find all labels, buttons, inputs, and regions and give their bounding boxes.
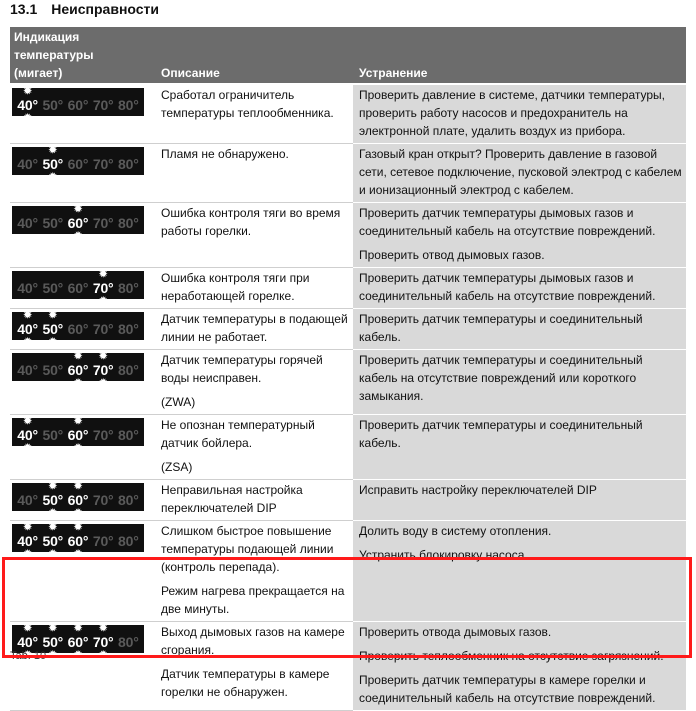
temperature-led-off: 80° — [118, 533, 139, 549]
temperature-display — [12, 147, 144, 175]
temperature-led-blinking: ✹ 60° ✹ — [68, 635, 89, 650]
temperature-led-blinking: ✹ 40° ✹ — [17, 635, 38, 650]
remedy-text: Проверить датчик температуры и соединительный кабель. — [359, 312, 643, 344]
remedy-text: Газовый кран открыт? Проверить давление в газовой сети, сетевое подключение, пусковой электрод с кабелем и ионизационный электрод с кабелем. — [359, 147, 682, 197]
temperature-led-blinking: ✹ 50° ✹ — [42, 157, 63, 172]
remedy-cell — [353, 622, 686, 711]
temperature-display — [12, 483, 144, 511]
description-cell — [157, 415, 353, 480]
remedy-text: Проверить датчик температуры в камере горелки и соединительный кабель на отсутствие повреждений. — [359, 673, 656, 705]
remedy-cell — [353, 309, 686, 350]
header-description: Описание — [157, 27, 353, 85]
description-cell — [157, 350, 353, 415]
remedy-text: Проверить датчик температуры и соединительный кабель на отсутствие повреждений или короткого замыкания. — [359, 353, 643, 403]
temperature-led-blinking: ✹ 50° ✹ — [42, 493, 63, 508]
header-indication-line: температуры — [14, 48, 94, 62]
header-indication — [10, 27, 157, 85]
remedy-cell — [353, 480, 686, 521]
temperature-led-off: 70° — [92, 427, 114, 443]
description-text: Режим нагрева прекращается на две минуты. — [161, 584, 345, 616]
description-text: Датчик температуры в подающей линии не работает. — [161, 312, 348, 344]
temperature-led-blinking: ✹ 50° ✹ — [42, 322, 63, 337]
remedy-text: Устранить блокировку насоса. — [359, 548, 528, 562]
temperature-led-off: 80° — [118, 215, 139, 231]
description-cell — [157, 309, 353, 350]
temperature-led-off: 40° — [17, 362, 38, 378]
indication-cell — [10, 309, 157, 350]
indication-cell — [10, 268, 157, 309]
temperature-led-off: 70° — [92, 215, 114, 231]
description-text: Выход дымовых газов на камере сгорания. — [161, 625, 345, 657]
temperature-display — [12, 353, 144, 381]
temperature-display — [12, 524, 144, 552]
temperature-led-off: 80° — [118, 97, 139, 113]
temperature-led-off: 80° — [118, 362, 139, 378]
indication-cell — [10, 622, 157, 711]
description-cell — [157, 521, 353, 622]
remedy-cell — [353, 144, 686, 203]
temperature-display — [12, 271, 144, 299]
temperature-led-off: 70° — [92, 492, 114, 508]
remedy-text: Проверить теплообменник на отсутствие загрязнений. — [359, 649, 664, 663]
remedy-text: Долить воду в систему отопления. — [359, 524, 552, 538]
remedy-cell — [353, 415, 686, 480]
section-title — [10, 1, 159, 17]
description-cell — [157, 203, 353, 268]
temperature-led-blinking: ✹ 60° ✹ — [68, 216, 89, 231]
temperature-led-off: 80° — [118, 321, 139, 337]
description-text: Сработал ограничитель температуры теплообменника. — [161, 88, 334, 120]
temperature-led-blinking: ✹ 40° ✹ — [17, 98, 38, 113]
description-text: Ошибка контроля тяги при неработающей горелке. — [161, 271, 310, 303]
temperature-led-blinking: ✹ 40° ✹ — [17, 322, 38, 337]
remedy-text: Проверить отвод дымовых газов. — [359, 248, 545, 262]
description-text: Датчик температуры в камере горелки не обнаружен. — [161, 667, 330, 699]
description-text: Датчик температуры горячей воды неисправен. — [161, 353, 323, 385]
remedy-cell — [353, 203, 686, 268]
temperature-display — [12, 88, 144, 116]
temperature-led-off: 50° — [42, 97, 64, 113]
temperature-led-off: 60° — [67, 97, 89, 113]
indication-cell — [10, 415, 157, 480]
remedy-text: Проверить отвода дымовых газов. — [359, 625, 552, 639]
description-text: (ZWA) — [161, 395, 196, 409]
temperature-led-off: 80° — [118, 427, 139, 443]
remedy-text: Исправить настройку переключателей DIP — [359, 483, 597, 497]
temperature-led-blinking: ✹ 50° ✹ — [42, 635, 63, 650]
temperature-led-off: 70° — [92, 321, 114, 337]
temperature-led-blinking: ✹ 70° ✹ — [93, 281, 114, 296]
temperature-led-off: 80° — [118, 492, 139, 508]
temperature-led-blinking: ✹ 60° ✹ — [68, 493, 89, 508]
temperature-led-off: 60° — [67, 321, 89, 337]
temperature-led-blinking: ✹ 60° ✹ — [68, 363, 89, 378]
indication-cell — [10, 85, 157, 144]
temperature-led-off: 60° — [67, 280, 89, 296]
remedy-cell — [353, 85, 686, 144]
fault-table — [10, 27, 686, 711]
header-indication-line: (мигает) — [14, 66, 63, 80]
temperature-display — [12, 206, 144, 234]
temperature-led-off: 40° — [17, 492, 38, 508]
description-text: Ошибка контроля тяги во время работы горелки. — [161, 206, 341, 238]
temperature-led-blinking: ✹ 60° ✹ — [68, 534, 89, 549]
indication-cell — [10, 144, 157, 203]
temperature-led-off: 50° — [42, 362, 64, 378]
description-text: Пламя не обнаружено. — [161, 147, 289, 161]
section-heading: Неисправности — [51, 1, 160, 17]
temperature-led-off: 70° — [92, 533, 114, 549]
remedy-cell — [353, 521, 686, 622]
section-number: 13.1 — [10, 1, 38, 17]
temperature-led-blinking: ✹ 70° ✹ — [93, 635, 114, 650]
description-text: Слишком быстрое повышение температуры подающей линии (контроль перепада). — [161, 524, 334, 574]
table-caption: Tab. 10 — [10, 650, 47, 662]
remedy-text: Проверить датчик температуры и соединительный кабель. — [359, 418, 643, 450]
remedy-cell — [353, 350, 686, 415]
remedy-text: Проверить давление в системе, датчики температуры, проверить работу насосов и предохранитель на электронной плате, удалить воздух из прибора. — [359, 88, 665, 138]
temperature-led-off: 60° — [67, 156, 89, 172]
remedy-text: Проверить датчик температуры дымовых газов и соединительный кабель на отсутствие повреждений. — [359, 271, 656, 303]
remedy-text: Проверить датчик температуры дымовых газов и соединительный кабель на отсутствие повреждений. — [359, 206, 656, 238]
description-cell — [157, 622, 353, 711]
temperature-led-blinking: ✹ 40° ✹ — [17, 534, 38, 549]
remedy-cell — [353, 268, 686, 309]
temperature-led-blinking: ✹ 70° ✹ — [93, 363, 114, 378]
description-text: Неправильная настройка переключателей DIP — [161, 483, 303, 515]
temperature-display — [12, 312, 144, 340]
header-indication-line: Индикация — [14, 30, 80, 44]
indication-cell — [10, 350, 157, 415]
temperature-display — [12, 418, 144, 446]
description-text: Не опознан температурный датчик бойлера. — [161, 418, 315, 450]
temperature-led-blinking: ✹ 40° ✹ — [17, 428, 38, 443]
temperature-led-blinking: ✹ 60° ✹ — [68, 428, 89, 443]
temperature-led-off: 50° — [42, 427, 64, 443]
temperature-led-off: 40° — [17, 156, 38, 172]
temperature-led-off: 80° — [118, 280, 139, 296]
temperature-led-off: 40° — [17, 280, 38, 296]
temperature-led-blinking: ✹ 50° ✹ — [42, 534, 63, 549]
description-cell — [157, 268, 353, 309]
temperature-led-off: 70° — [92, 97, 114, 113]
description-cell — [157, 480, 353, 521]
temperature-led-off: 80° — [118, 634, 139, 650]
temperature-led-off: 70° — [92, 156, 114, 172]
temperature-display — [12, 625, 144, 653]
header-remedy: Устранение — [353, 27, 686, 85]
indication-cell — [10, 203, 157, 268]
description-cell — [157, 144, 353, 203]
temperature-led-off: 40° — [17, 215, 38, 231]
temperature-led-off: 80° — [118, 156, 139, 172]
temperature-led-off: 50° — [42, 215, 64, 231]
temperature-led-off: 50° — [42, 280, 64, 296]
description-text: (ZSA) — [161, 460, 193, 474]
description-cell — [157, 85, 353, 144]
indication-cell — [10, 480, 157, 521]
indication-cell — [10, 521, 157, 622]
